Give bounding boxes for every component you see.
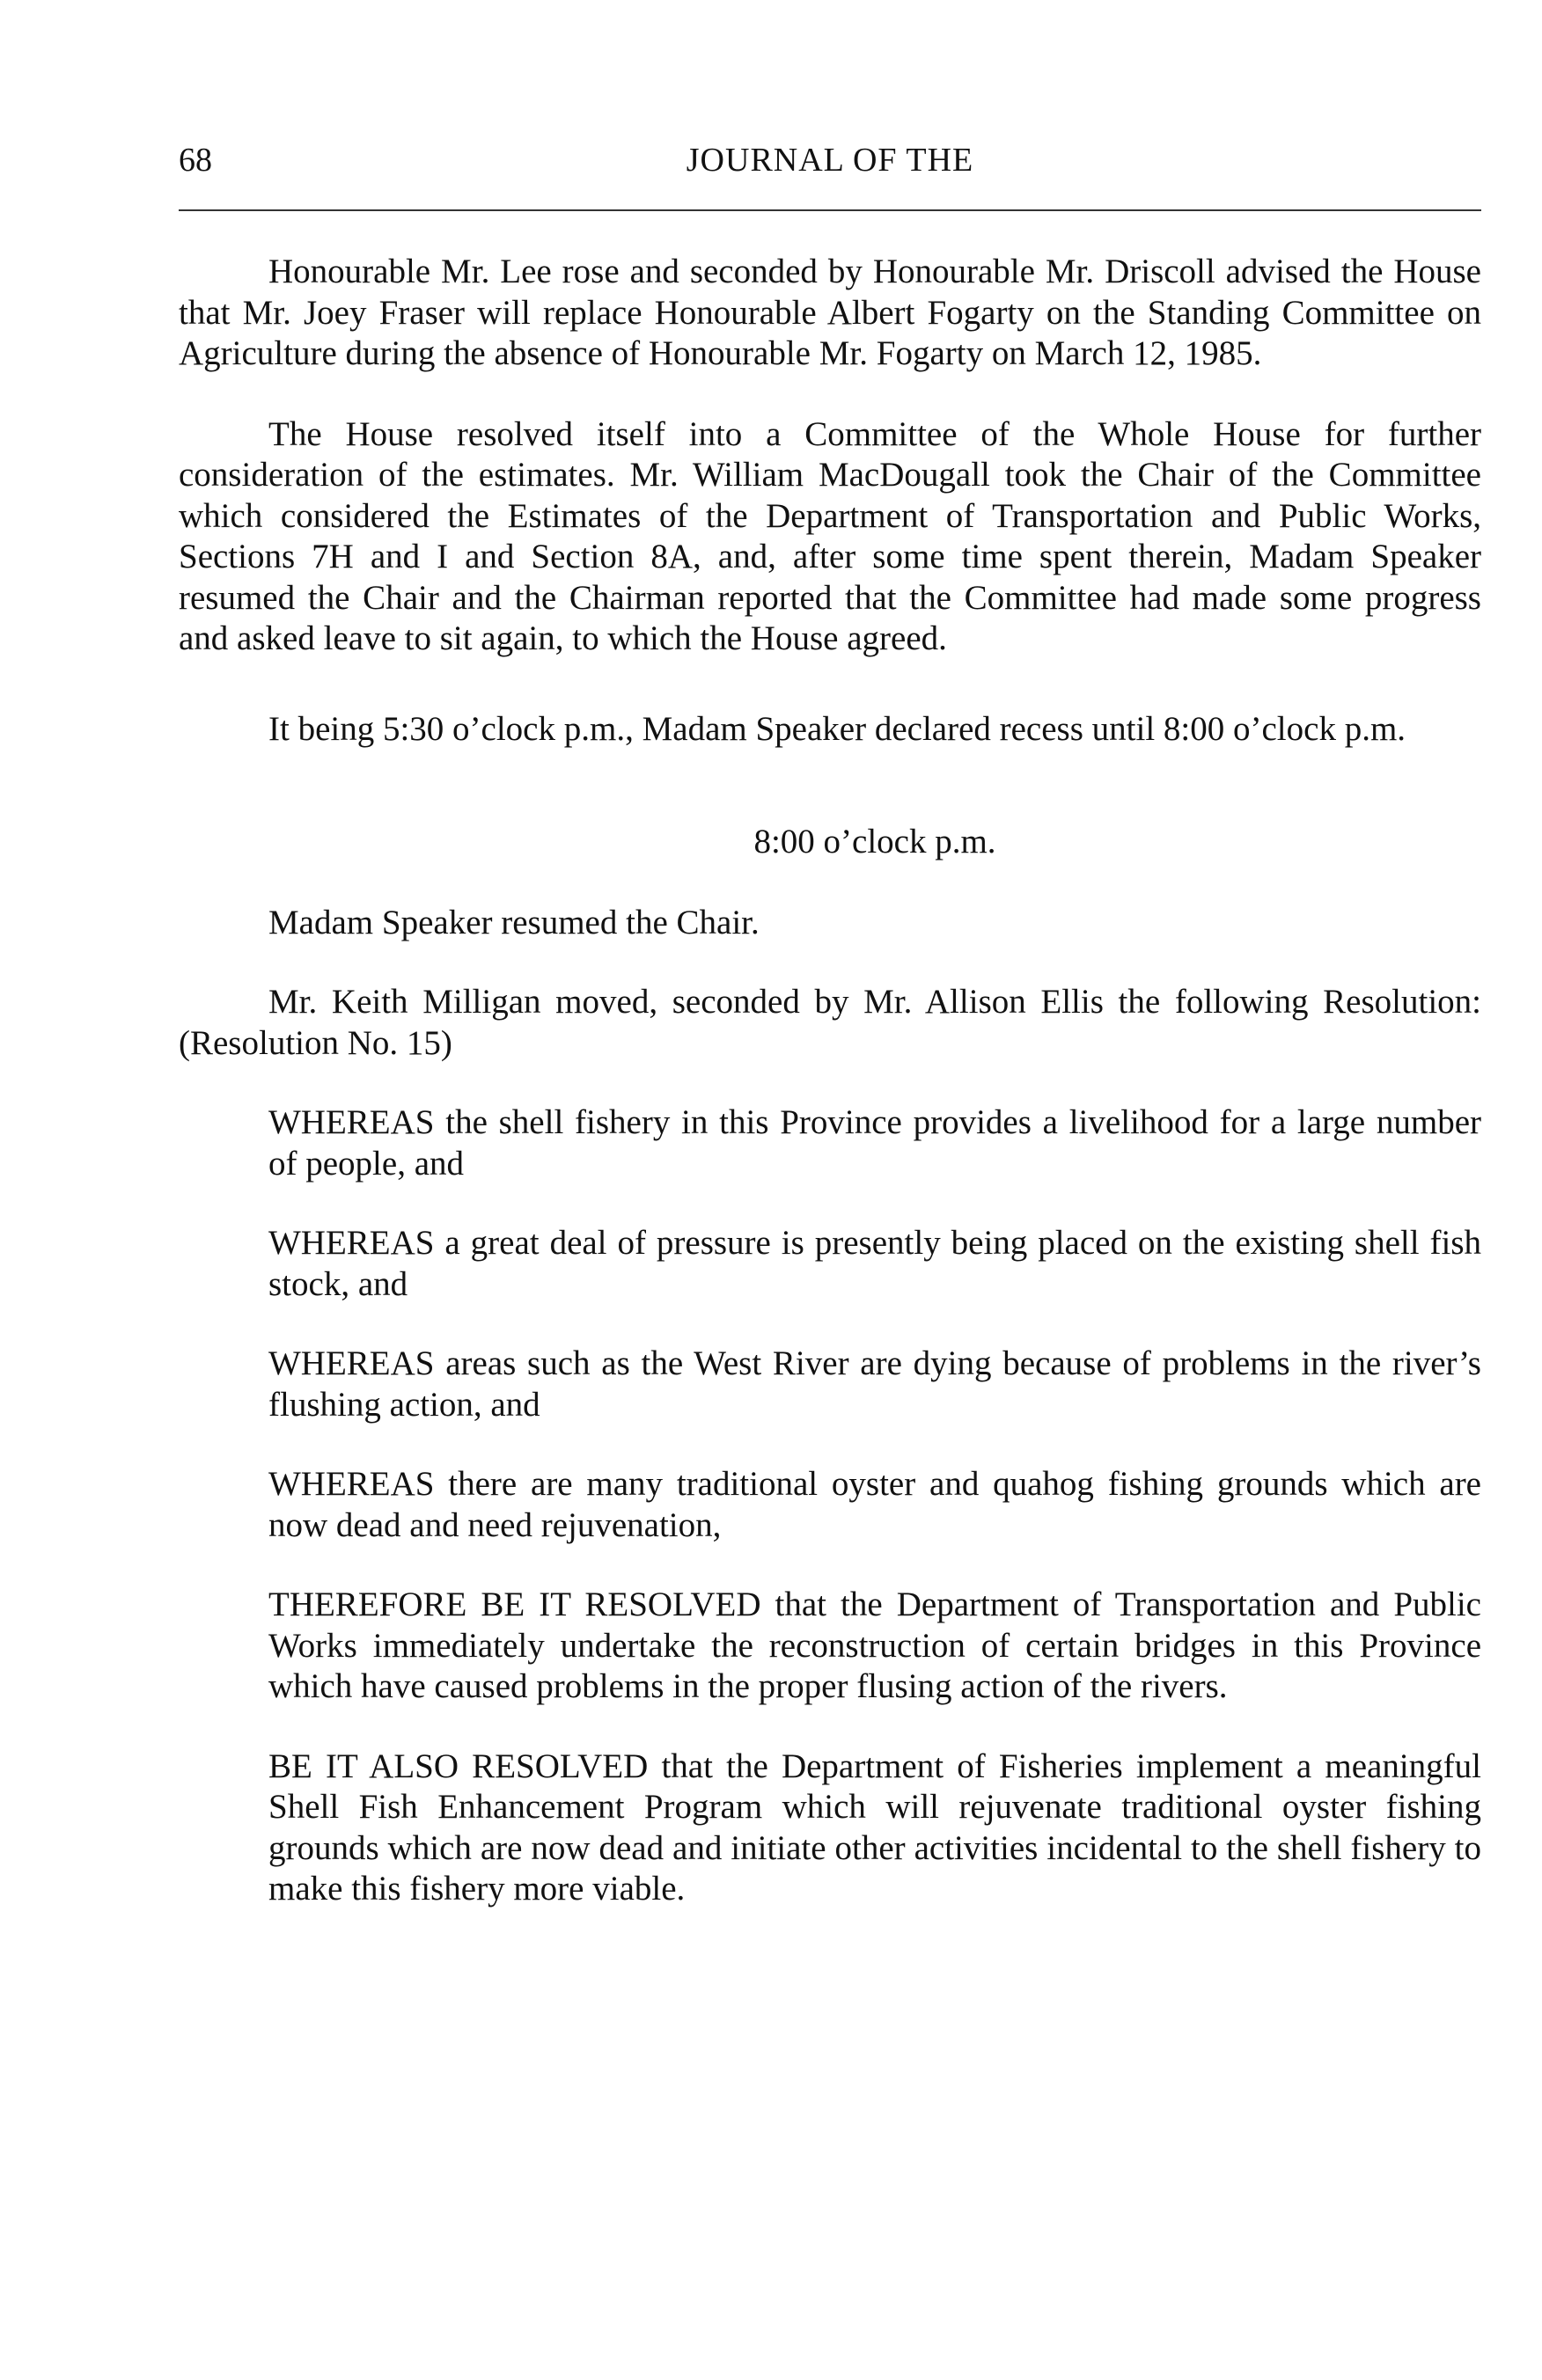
page-number: 68 (179, 142, 212, 179)
page-header (179, 139, 1481, 181)
paragraph-speaker-resumed: Madam Speaker resumed the Chair. (268, 903, 760, 941)
resolution-therefore: THEREFORE BE IT RESOLVED that the Department of Transportation and Public Works immediately undertake the reconstruction of certain bridges in this Province which have caused problems in the proper flusing action of the rivers. (268, 1585, 1481, 1705)
resolution-whereas-1: WHEREAS the shell fishery in this Province provides a livelihood for a large number of people, and (268, 1103, 1481, 1183)
session-time-heading: 8:00 o’clock p.m. (753, 823, 996, 860)
paragraph-committee-replacement: Honourable Mr. Lee rose and seconded by Honourable Mr. Driscoll advised the House that Mr. Joey Fraser will replace Honourable Albert Fogarty on the Standing Committee on Agriculture during the absence of Honourable Mr. Fogarty on March 12, 1985. (179, 253, 1481, 372)
paragraph-resolution-moved: Mr. Keith Milligan moved, seconded by Mr. Allison Ellis the following Resolution: (Resolution No. 15) (179, 983, 1481, 1062)
running-title: JOURNAL OF THE (686, 142, 974, 179)
journal-body (179, 252, 1481, 1910)
header-rule (179, 209, 1481, 211)
resolution-whereas-2: WHEREAS a great deal of pressure is presently being placed on the existing shell fish stock, and (268, 1224, 1481, 1303)
paragraph-recess: It being 5:30 o’clock p.m., Madam Speaker declared recess until 8:00 o’clock p.m. (268, 709, 1406, 748)
resolution-whereas-3: WHEREAS areas such as the West River are dying because of problems in the river’s flushing action, and (268, 1344, 1481, 1424)
paragraph-committee-of-whole: The House resolved itself into a Committee of the Whole House for further consideration of the estimates. Mr. William MacDougall took the Chair of the Committee which considered the Estimates of the Department of Transportation and Public Works, Sections 7H and I and Section 8A, and, after some time spent therein, Madam Speaker resumed the Chair and the Chairman reported that the Committee had made some progress and asked leave to sit again, to which the House agreed. (179, 414, 1481, 657)
resolution-also-resolved: BE IT ALSO RESOLVED that the Department of Fisheries implement a meaningful Shell Fish Enhancement Program which will rejuvenate traditional oyster fishing grounds which are now dead and initiate other activities incidental to the shell fishery to make this fishery more viable. (268, 1747, 1481, 1908)
resolution-whereas-4: WHEREAS there are many traditional oyster and quahog fishing grounds which are now dead and need rejuvenation, (268, 1465, 1481, 1544)
